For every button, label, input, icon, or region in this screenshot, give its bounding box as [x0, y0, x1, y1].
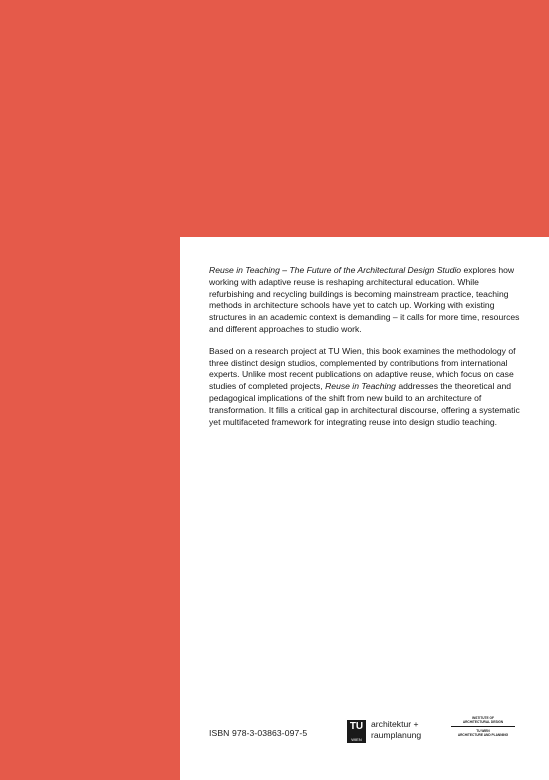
blurb-paragraph-2-after: addresses the theoretical and pedagogical implications of the shift from new build to an architecture of transformation. It fills a critical gap in architectural discourse, offering a systematic yet multifaceted framework for integrating reuse into design studio teaching.	[209, 381, 520, 427]
tu-logo-sub: WIEN	[351, 737, 362, 742]
institute-line-4: ARCHITECTURE AND PLANNING	[457, 733, 509, 737]
isbn: ISBN 978-3-03863-097-5	[209, 728, 308, 738]
back-cover-panel	[180, 237, 549, 780]
department-label	[371, 719, 421, 741]
institute-divider	[451, 726, 515, 727]
institute-line-1: INSTITUTE OF	[472, 716, 494, 720]
department-line-1: architektur +	[371, 719, 419, 729]
blurb-text	[209, 265, 521, 438]
institute-line-2: ARCHITECTURAL DESIGN	[462, 720, 504, 724]
institute-line-3: TU WIEN	[476, 729, 490, 733]
tu-logo-mark: TU	[349, 721, 364, 732]
book-title-italic-inline: Reuse in Teaching	[325, 381, 396, 392]
blurb-paragraph-1	[209, 265, 521, 336]
tu-wien-logo	[347, 720, 366, 743]
book-title-italic: Reuse in Teaching – The Future of the Architectural Design Studio	[209, 265, 462, 275]
blurb-paragraph-1-body: explores how working with adaptive reuse is reshaping architectural education. While refurbishing and recycling buildings is becoming mainstream practice, teaching methods in architecture schools have yet to catch up. Working with existing structures in an academic context is demanding – it calls for more time, resources and different approaches to studio work.	[209, 265, 520, 334]
department-line-2: raumplanung	[371, 730, 422, 740]
blurb-paragraph-2	[209, 346, 521, 429]
institute-logo	[451, 716, 515, 737]
blurb-paragraph-2-before: Based on a research project at TU Wien, this book examines the methodology of three distinct design studios, complemented by contributions from international experts. Unlike most recent publications on adaptive reuse, which focus on case studies of completed projects,	[209, 345, 516, 392]
